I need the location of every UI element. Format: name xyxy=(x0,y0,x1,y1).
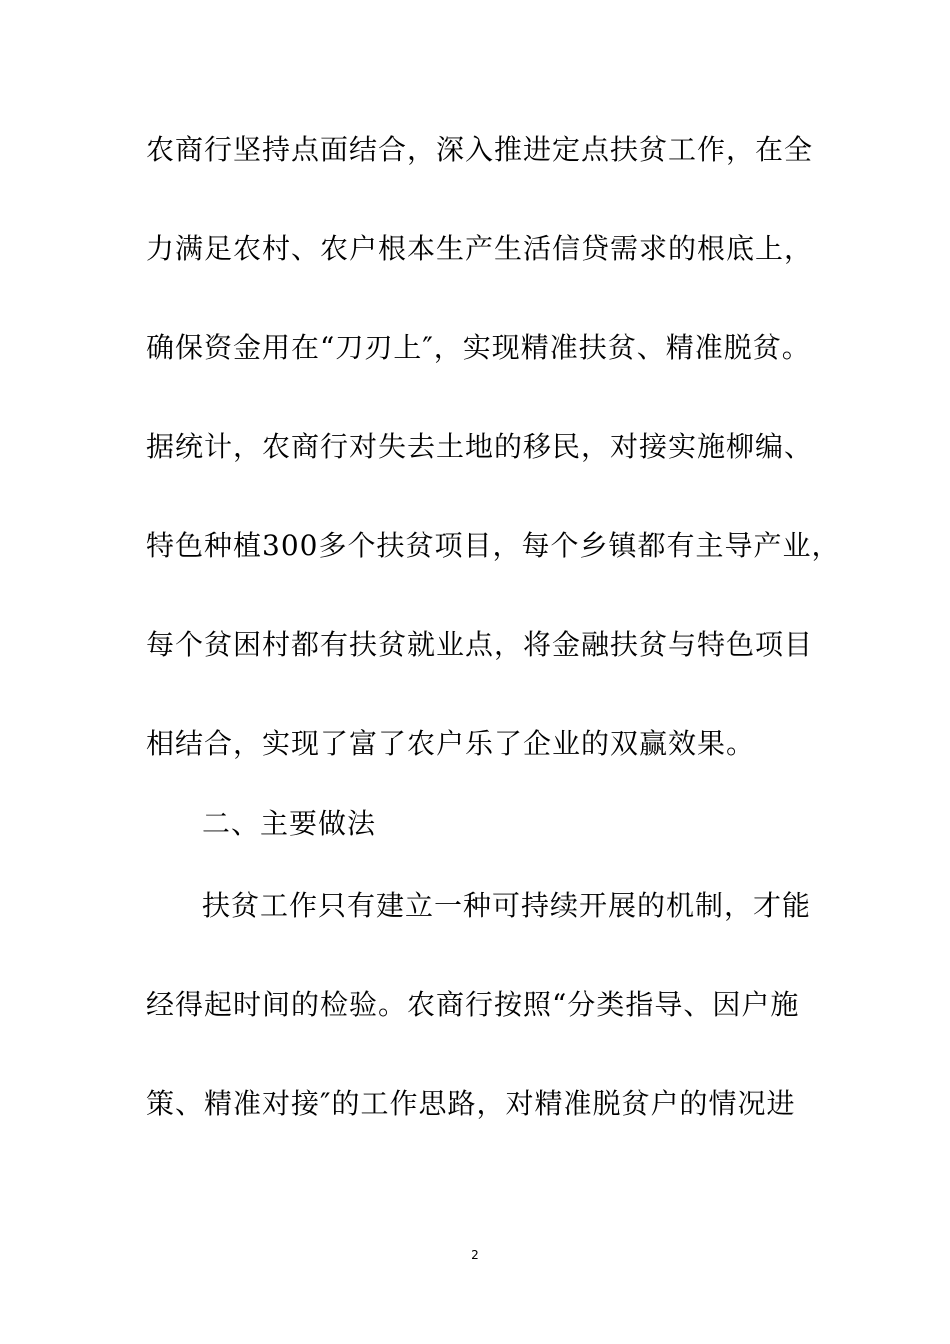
paragraph-line: 农商行坚持点面结合，深入推进定点扶贫工作，在全 xyxy=(146,133,814,166)
paragraph-line: 据统计，农商行对失去土地的移民，对接实施柳编、 xyxy=(146,430,814,463)
paragraph-line: 力满足农村、农户根本生产生活信贷需求的根底上， xyxy=(146,232,814,265)
paragraph-line: 扶贫工作只有建立一种可持续开展的机制，才能 xyxy=(202,889,812,922)
paragraph-line: 每个贫困村都有扶贫就业点，将金融扶贫与特色项目 xyxy=(146,628,814,661)
paragraph-line: 相结合，实现了富了农户乐了企业的双赢效果。 xyxy=(146,727,756,760)
paragraph-line: 经得起时间的检验。农商行按照“分类指导、因户施 xyxy=(146,988,800,1021)
page-number: 2 xyxy=(471,1248,479,1262)
paragraph-line: 策、精准对接″的工作思路，对精准脱贫户的情况进 xyxy=(146,1087,796,1120)
paragraph-line: 确保资金用在“刀刃上″，实现精准扶贫、精准脱贫。 xyxy=(146,331,811,364)
section-heading: 二、主要做法 xyxy=(202,807,377,840)
paragraph-line: 特色种植300多个扶贫项目，每个乡镇都有主导产业， xyxy=(146,529,841,562)
